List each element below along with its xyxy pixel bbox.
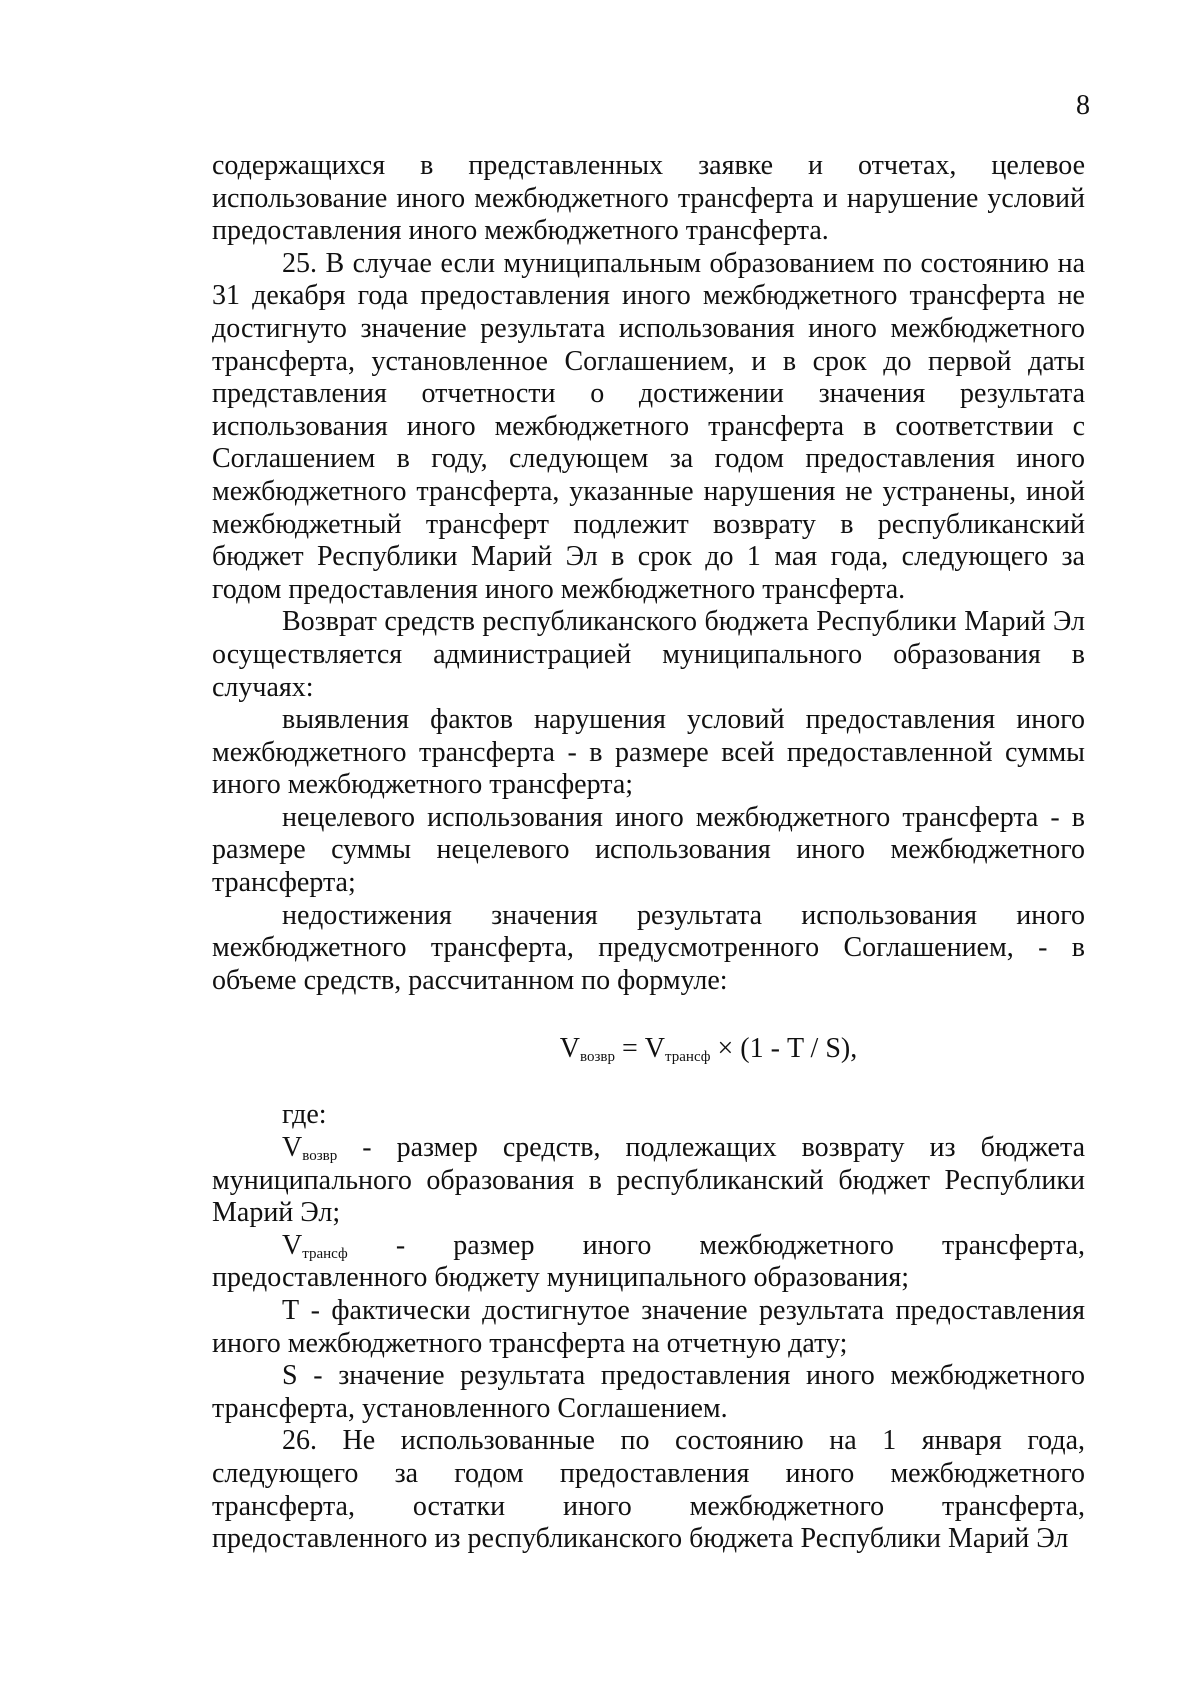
formula-subscript-return: возвр [580, 1049, 615, 1066]
document-body [212, 150, 1085, 1556]
paragraph-26: 26. Не использованные по состоянию на 1 января года, следующего за годом предоставления иного межбюджетного трансферта, остатки иного межбюджетного трансферта, предоставленного из республиканского бюджета Республики Марий Эл [212, 1425, 1085, 1555]
case-violation: выявления фактов нарушения условий предоставления иного межбюджетного трансферта - в размере всей предоставленной суммы иного межбюджетного трансферта; [212, 704, 1085, 801]
formula-equals: = [615, 1033, 645, 1065]
paragraph-intro-continuation: содержащихся в представленных заявке и отчетах, целевое использование иного межбюджетного трансферта и нарушение условий предоставления иного межбюджетного трансферта. [212, 150, 1085, 247]
formula-expression: × (1 - T / S), [710, 1033, 858, 1065]
return-formula [212, 1033, 1085, 1065]
page-number: 8 [1076, 90, 1090, 121]
definition-v-return: $V_{возвр}$ - размер средств, подлежащих возврату из бюджета муниципального образования в республиканский бюджет Республики Марий Эл; [212, 1132, 1085, 1229]
case-not-achieved: недостижения значения результата использования иного межбюджетного трансферта, предусмотренного Соглашением, - в объеме средств, рассчитанном по формуле: [212, 899, 1085, 996]
where-label: где: [282, 1099, 327, 1131]
definition-t: Т - фактически достигнутое значение результата предоставления иного межбюджетного трансферта на отчетную дату; [212, 1295, 1085, 1359]
paragraph-25: 25. В случае если муниципальным образованием по состоянию на 31 декабря года предоставления иного межбюджетного трансферта не достигнуто значение результата использования иного межбюджетного трансферта, установленное Соглашением, и в срок до первой даты представления отчетности о достижении значения результата использования иного межбюджетного трансферта в соответствии с Соглашением в году, следующем за годом предоставления иного межбюджетного трансферта, указанные нарушения не устранены, иной межбюджетный трансферт подлежит возврату в республиканский бюджет Республики Марий Эл в срок до 1 мая года, следующего за годом предоставления иного межбюджетного трансферта. [212, 247, 1085, 605]
definition-v-transfer: $V_{трансф}$ - размер иного межбюджетного трансферта, предоставленного бюджету муниципального образования; [212, 1229, 1085, 1294]
formula-subscript-transfer: трансф [665, 1049, 711, 1066]
case-misuse: нецелевого использования иного межбюджетного трансферта - в размере суммы нецелевого использования иного межбюджетного трансферта; [212, 801, 1085, 899]
paragraph-return-of-funds: Возврат средств республиканского бюджета Республики Марий Эл осуществляется администрацией муниципального образования в случаях: [212, 606, 1085, 703]
definition-s: S - значение результата предоставления иного межбюджетного трансферта, установленного Соглашением. [212, 1360, 1085, 1424]
formula-symbol-v: V [644, 1033, 666, 1065]
formula-symbol-v: V [559, 1033, 580, 1065]
